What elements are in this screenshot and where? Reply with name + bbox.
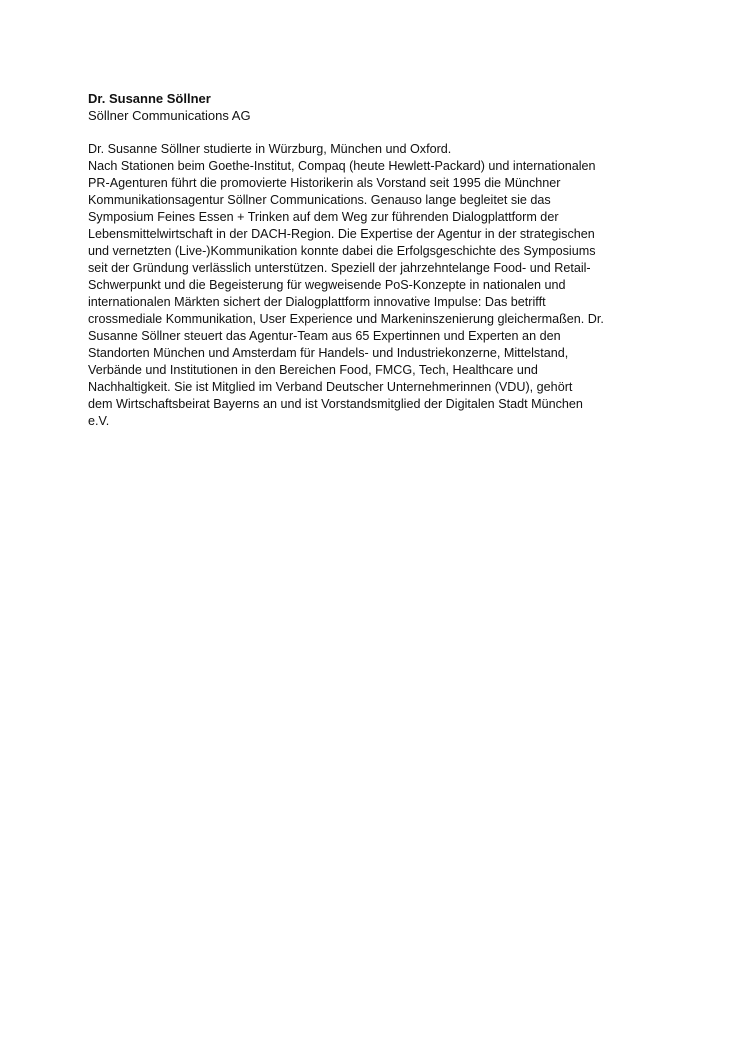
- bio-line: und vernetzten (Live-)Kommunikation konnte dabei die Erfolgsgeschichte des Symposiums: [88, 244, 596, 258]
- bio-line: dem Wirtschaftsbeirat Bayerns an und ist Vorstandsmitglied der Digitalen Stadt München: [88, 397, 583, 411]
- bio-line: Nachhaltigkeit. Sie ist Mitglied im Verband Deutscher Unternehmerinnen (VDU), gehört: [88, 380, 573, 394]
- bio-line: internationalen Märkten sichert der Dialogplattform innovative Impulse: Das betrifft: [88, 295, 546, 309]
- bio-line: Kommunikationsagentur Söllner Communications. Genauso lange begleitet sie das: [88, 193, 551, 207]
- bio-line: Schwerpunkt und die Begeisterung für wegweisende PoS-Konzepte in nationalen und: [88, 278, 566, 292]
- bio-line: Symposium Feines Essen + Trinken auf dem Weg zur führenden Dialogplattform der: [88, 210, 559, 224]
- bio-line: PR-Agenturen führt die promovierte Historikerin als Vorstand seit 1995 die Münchner: [88, 176, 561, 190]
- person-name: Dr. Susanne Söllner: [88, 91, 211, 106]
- bio-line: Verbände und Institutionen in den Bereichen Food, FMCG, Tech, Healthcare und: [88, 363, 538, 377]
- bio-line: Nach Stationen beim Goethe-Institut, Compaq (heute Hewlett-Packard) und internationalen: [88, 159, 596, 173]
- bio-line: crossmediale Kommunikation, User Experience und Markeninszenierung gleichermaßen. Dr.: [88, 312, 604, 326]
- bio-line: seit der Gründung verlässlich unterstützen. Speziell der jahrzehntelange Food- und Retail-: [88, 261, 591, 275]
- bio-line: Standorten München und Amsterdam für Handels- und Industriekonzerne, Mittelstand,: [88, 346, 569, 360]
- bio-line: e.V.: [88, 414, 110, 428]
- document-page: [88, 90, 688, 430]
- bio-line: Dr. Susanne Söllner studierte in Würzburg, München und Oxford.: [88, 142, 452, 156]
- bio-line: Susanne Söllner steuert das Agentur-Team aus 65 Expertinnen und Experten an den: [88, 329, 561, 343]
- biography: [88, 141, 688, 430]
- company-name: Söllner Communications AG: [88, 108, 251, 123]
- bio-line: Lebensmittelwirtschaft in der DACH-Region. Die Expertise der Agentur in der strategischen: [88, 227, 595, 241]
